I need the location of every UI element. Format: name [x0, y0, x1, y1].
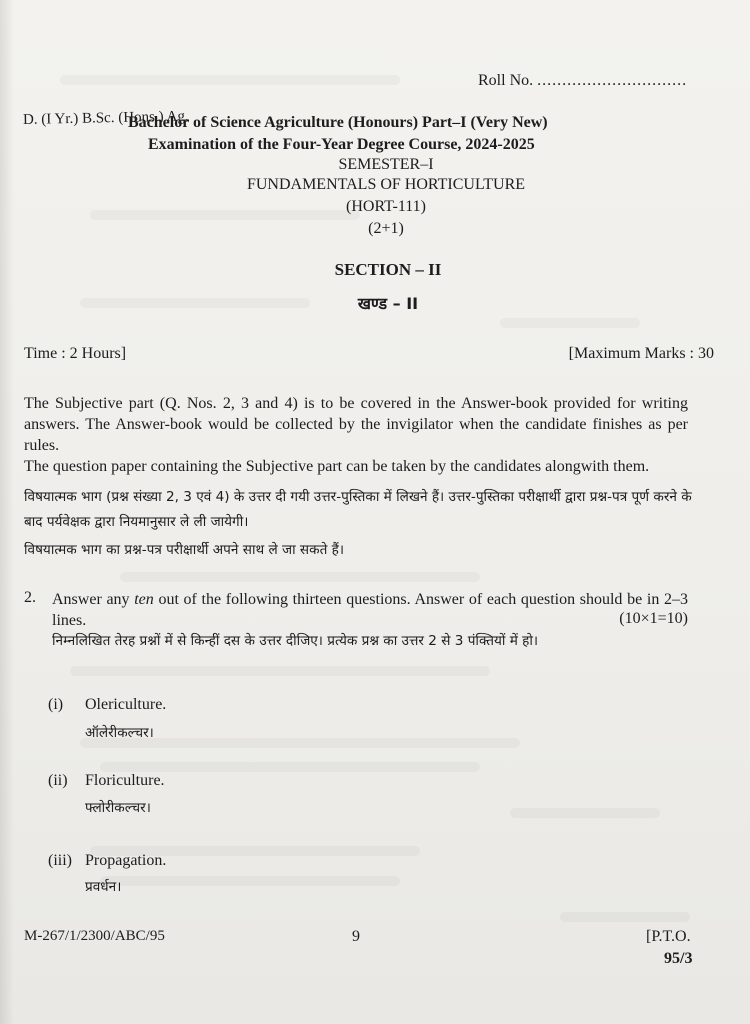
- subject-code: (HORT-111): [346, 198, 426, 215]
- instruction-hindi-1: विषयात्मक भाग (प्रश्न संख्या 2, 3 एवं 4) के उत्तर दी गयी उत्तर-पुस्तिका में लिखने हैं। उत्तर-पुस्तिका परीक्षार्थी द्वारा प्रश्न-पत्र पूर्ण करने के बाद पर्यवेक्षक द्वारा नियमानुसार ले ली जायेगी।: [24, 489, 692, 530]
- bleed-through-mark: [560, 912, 690, 922]
- question-text-part: Answer any: [52, 591, 135, 608]
- credit-hours: (2+1): [368, 220, 404, 237]
- question-number: 2.: [24, 589, 36, 606]
- sub-question-number: (ii): [48, 772, 68, 789]
- paper-code: M-267/1/2300/ABC/95: [24, 928, 165, 944]
- sub-question-number: (i): [48, 696, 64, 713]
- sub-question-number: (iii): [48, 852, 72, 869]
- page-number: 9: [352, 928, 360, 945]
- maximum-marks: [Maximum Marks : 30: [568, 345, 714, 362]
- subject-title: FUNDAMENTALS OF HORTICULTURE: [246, 176, 526, 193]
- instruction-english-2: The question paper containing the Subjective part can be taken by the candidates alongwith them.: [24, 458, 650, 475]
- time-allowed: Time : 2 Hours]: [24, 345, 127, 362]
- roll-number-label: Roll No.: [478, 72, 534, 89]
- section-heading-hindi: खण्ड – II: [357, 294, 419, 313]
- bleed-through-mark: [500, 318, 640, 328]
- question-2-text: [52, 589, 688, 631]
- section-heading: SECTION – II: [334, 260, 442, 279]
- bleed-through-mark: [60, 75, 400, 85]
- sub-question-hindi: प्रवर्धन।: [85, 879, 122, 895]
- question-marks: (10×1=10): [619, 610, 688, 627]
- bleed-through-mark: [70, 666, 490, 676]
- bleed-through-mark: [120, 572, 480, 582]
- question-text-part: out of the following thirteen questions. Answer of each question should be in 2–3 lines.: [52, 591, 688, 629]
- instruction-hindi-2: विषयात्मक भाग का प्रश्न-पत्र परीक्षार्थी अपने साथ ले जा सकते हैं।: [24, 542, 345, 558]
- bleed-through-mark: [100, 762, 480, 772]
- instruction-english-1: The Subjective part (Q. Nos. 2, 3 and 4) is to be covered in the Answer-book provided for writing answers. The Answer-book would be collected by the invigilator when the candidate finishes as per rules.: [24, 395, 688, 454]
- page-edge-shadow: [0, 0, 14, 1024]
- question-2-hindi: निम्नलिखित तेरह प्रश्नों में से किन्हीं दस के उत्तर दीजिए। प्रत्येक प्रश्न का उत्तर 2 से 3 पंक्तियों में हो।: [52, 633, 539, 649]
- sub-question-text: Floriculture.: [85, 772, 165, 789]
- sub-question-hindi: ऑलेरीकल्चर।: [85, 725, 154, 741]
- sub-question-hindi: फ्लोरीकल्चर।: [85, 800, 151, 816]
- roll-number-blank: ..............................: [537, 72, 688, 89]
- exam-title-line-1: Bachelor of Science Agriculture (Honours) Part–I (Very New): [128, 114, 548, 131]
- sub-question-text: Olericulture.: [85, 696, 167, 713]
- roll-number-field: [478, 72, 687, 90]
- bleed-through-mark: [100, 876, 400, 886]
- course-code: D. (I Yr.) B.Sc. (Hons.) Ag.: [22, 108, 189, 128]
- semester-label: SEMESTER–I: [338, 156, 434, 173]
- bleed-through-mark: [510, 808, 660, 818]
- question-text-emphasis: ten: [134, 591, 154, 608]
- please-turn-over: [P.T.O.: [646, 928, 691, 945]
- sub-question-text: Propagation.: [85, 852, 167, 869]
- exam-title-line-2: Examination of the Four-Year Degree Course, 2024-2025: [148, 136, 535, 153]
- set-number: 95/3: [664, 950, 693, 967]
